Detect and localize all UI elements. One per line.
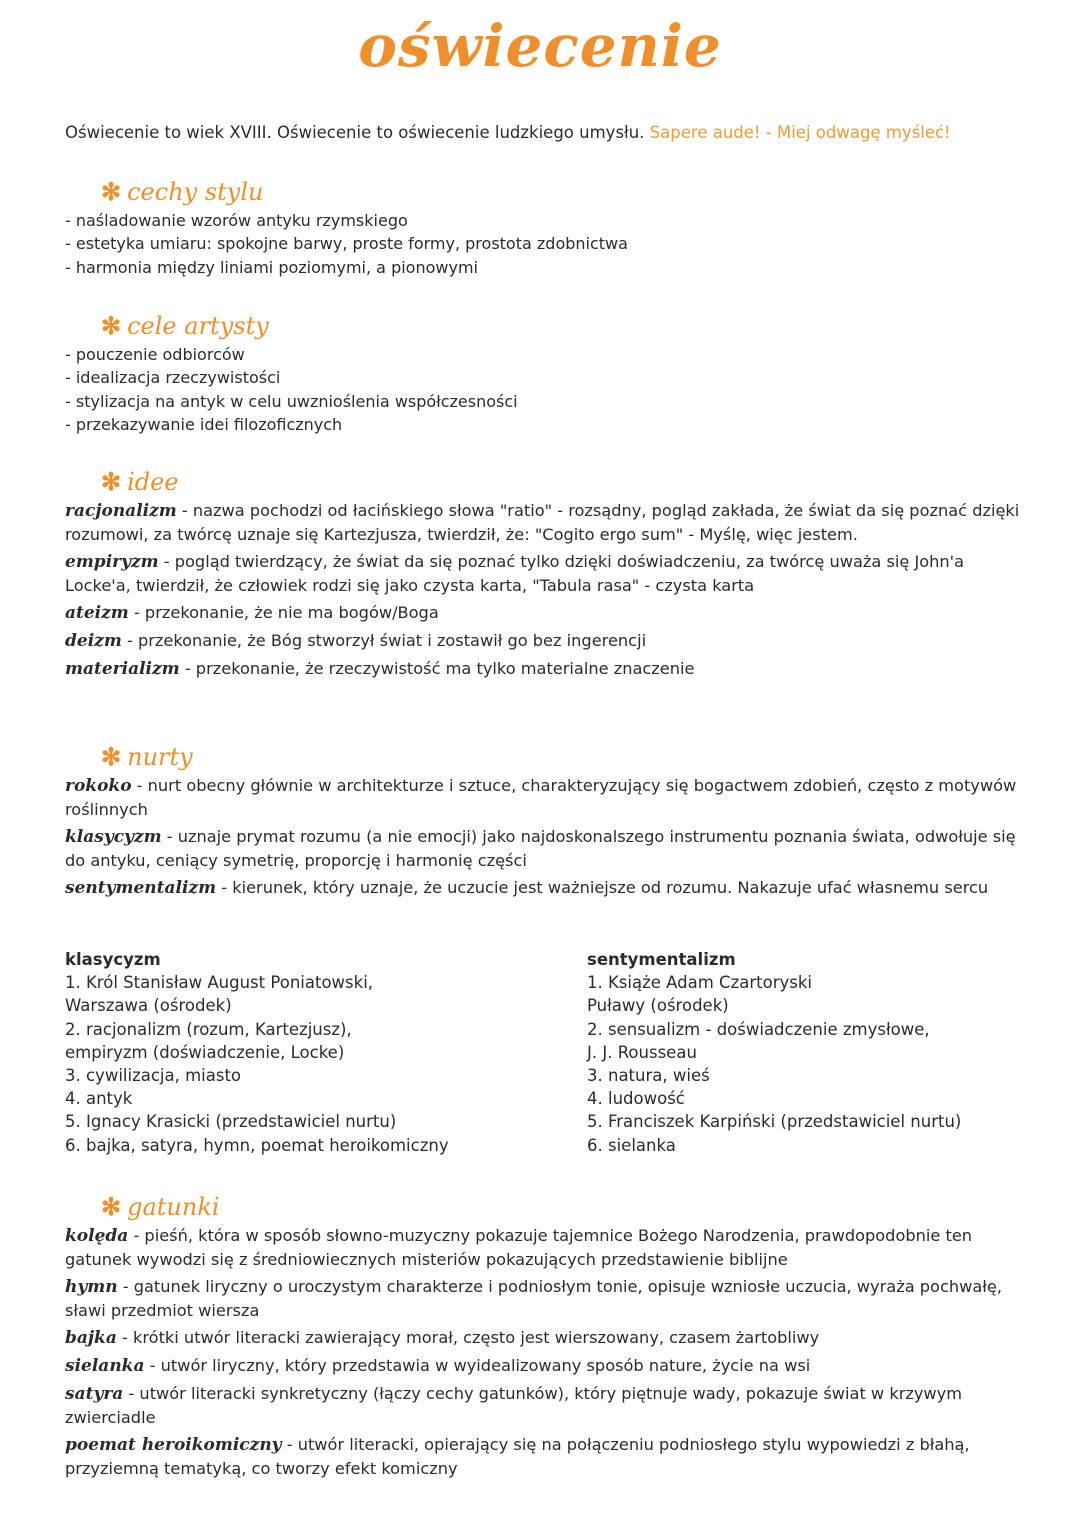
definition-term: rokoko [65, 776, 132, 796]
column-line: Puławy (ośrodek) [587, 996, 729, 1016]
definition [65, 1326, 1020, 1350]
section-gatunki [65, 1190, 1020, 1484]
column-line: 3. natura, wieś [587, 1066, 710, 1086]
section-heading-label: idee [127, 468, 179, 496]
list-item: - naśladowanie wzorów antyku rzymskiego [65, 209, 1020, 232]
definition-text: - uznaje prymat rozumu (a nie emocji) jako najdoskonalszego instrumentu poznania świata, odwołuje się do antyku, ceniący symetrię, proporcję i harmonię części [65, 827, 1016, 871]
definition-term: ateizm [65, 603, 129, 624]
definition [65, 876, 1020, 900]
section-cechy-stylu [65, 175, 1020, 279]
intro-text: Oświecenie to wiek XVIII. Oświecenie to oświecenie ludzkiego umysłu. [65, 123, 645, 142]
section-heading [101, 175, 1020, 209]
definition [65, 1354, 1020, 1378]
definition-term: hymn [65, 1277, 118, 1298]
definition-text: - krótki utwór literacki zawierający morał, często jest wierszowany, czasem żartobliwy [116, 1328, 820, 1348]
definition-text: - utwór liryczny, który przedstawia w wyidealizowany sposób nature, życie na wsi [144, 1355, 811, 1375]
definition-text: - nurt obecny głównie w architekturze i sztuce, charakteryzujący się bogactwem zdobień, często z motywów roślinnych [65, 776, 1017, 820]
section-heading-label: gatunki [127, 1193, 220, 1221]
definition-text: - przekonanie, że Bóg stworzył świat i zostawił go bez ingerencji [121, 630, 647, 650]
section-heading-label: cele artysty [127, 312, 269, 340]
definition-term: klasycyzm [65, 827, 162, 848]
list-item: - przekazywanie idei filozoficznych [65, 413, 1020, 436]
list-item: - pouczenie odbiorców [65, 343, 1020, 366]
definition-text: - utwór literacki, opierający się na połączeniu podniosłego stylu wypowiedzi z błahą, przyziemną tematyką, co tworzy efekt komiczny [65, 1434, 970, 1479]
definition-term: racjonalizm [65, 501, 177, 521]
list-item: - estetyka umiaru: spokojne barwy, proste formy, prostota zdobnictwa [65, 232, 1020, 255]
asterisk-icon: ✻ [101, 742, 122, 771]
definition [65, 1382, 1020, 1430]
definition [65, 1275, 1020, 1323]
section-heading [101, 1190, 1020, 1224]
definition-term: satyra [65, 1383, 124, 1404]
definition-text: - gatunek liryczny o uroczystym charakterze i podniosłym tonie, opisuje wzniosłe uczucia, wyraża pochwałę, sławi przedmiot wiersza [65, 1277, 1002, 1321]
intro-motto: Sapere aude! - Miej odwagę myśleć! [649, 123, 951, 142]
column-line: 2. sensualizm - doświadczenie zmysłowe, [587, 1019, 930, 1039]
definition-term: kolęda [65, 1226, 129, 1246]
section-heading-label: cechy stylu [127, 178, 264, 206]
section-heading [101, 465, 1020, 499]
compare-column-klasycyzm [65, 948, 449, 1157]
list-item: - idealizacja rzeczywistości [65, 366, 1020, 389]
page-title: oświecenie [358, 12, 722, 80]
column-line: 3. cywilizacja, miasto [65, 1066, 242, 1086]
definition-term: empiryzm [65, 552, 159, 573]
column-title: klasycyzm [65, 950, 161, 969]
column-line: empiryzm (doświadczenie, Locke) [65, 1042, 345, 1062]
asterisk-icon: ✻ [101, 177, 122, 206]
definition [65, 774, 1020, 822]
asterisk-icon: ✻ [101, 311, 122, 340]
intro-line [65, 123, 951, 142]
column-line: 6. sielanka [587, 1135, 676, 1155]
section-cele-artysty [65, 309, 1020, 436]
definition-text: - przekonanie, że nie ma bogów/Boga [128, 603, 439, 623]
section-idee [65, 465, 1020, 685]
definition-term: sentymentalizm [65, 878, 217, 899]
column-line: Warszawa (ośrodek) [65, 996, 232, 1016]
column-line: J. J. Rousseau [587, 1042, 697, 1062]
definition-term: poemat heroikomiczny [65, 1434, 282, 1455]
definition-text: - przekonanie, że rzeczywistość ma tylko materialne znaczenie [179, 658, 695, 678]
section-nurty [65, 740, 1020, 904]
definition-term: materializm [65, 658, 180, 679]
definition-term: sielanka [65, 1355, 145, 1376]
definition [65, 499, 1020, 547]
definition [65, 825, 1020, 873]
column-line: 6. bajka, satyra, hymn, poemat heroikomiczny [65, 1135, 449, 1155]
column-title: sentymentalizm [587, 950, 736, 969]
column-line: 1. Król Stanisław August Poniatowski, [65, 973, 374, 993]
column-line: 4. ludowość [587, 1089, 685, 1109]
definition-text: - kierunek, który uznaje, że uczucie jest ważniejsze od rozumu. Nakazuje ufać własnemu sercu [216, 878, 989, 898]
section-heading [101, 309, 1020, 343]
section-heading-label: nurty [127, 743, 193, 771]
definition [65, 550, 1020, 598]
bullet-list [65, 209, 1020, 279]
column-line: 2. racjonalizm (rozum, Kartezjusz), [65, 1019, 352, 1039]
section-heading [101, 740, 1020, 774]
definition-text: - pieśń, która w sposób słowno-muzyczny pokazuje tajemnice Bożego Narodzenia, prawdopodobnie ten gatunek wywodzi się z średniowiecznych misteriów pokazujących przedstawienie biblijne [65, 1226, 973, 1270]
definition [65, 1433, 1020, 1481]
definition [65, 601, 1020, 625]
list-item: - harmonia między liniami poziomymi, a pionowymi [65, 256, 1020, 279]
column-line: 5. Ignacy Krasicki (przedstawiciel nurtu) [65, 1112, 397, 1132]
asterisk-icon: ✻ [101, 1192, 122, 1221]
definition-text: - nazwa pochodzi od łacińskiego słowa "ratio" - rozsądny, pogląd zakłada, że świat da się poznać dzięki rozumowi, za twórcę uznaje się Kartezjusza, twierdził, że: "Cogito ergo sum" - Myślę, więc jestem. [65, 501, 1020, 545]
asterisk-icon: ✻ [101, 467, 122, 496]
definition-term: bajka [65, 1328, 117, 1349]
column-line: 4. antyk [65, 1089, 133, 1109]
bullet-list [65, 343, 1020, 436]
definition-term: deizm [65, 630, 122, 651]
column-line: 1. Książe Adam Czartoryski [587, 973, 812, 993]
definition [65, 1224, 1020, 1272]
compare-column-sentymentalizm [587, 948, 961, 1157]
list-item: - stylizacja na antyk w celu uwznioślenia współczesności [65, 390, 1020, 413]
definition [65, 657, 1020, 681]
definition-text: - utwór literacki synkretyczny (łączy cechy gatunków), który piętnuje wady, pokazuje świat w krzywym zwierciadle [65, 1383, 963, 1428]
column-line: 5. Franciszek Karpiński (przedstawiciel nurtu) [587, 1112, 962, 1132]
definition-text: - pogląd twierdzący, że świat da się poznać tylko dzięki doświadczeniu, za twórcę uważa się John'a Locke'a, twierdził, że człowiek rodzi się jako czysta karta, "Tabula rasa" - czysta karta [65, 552, 965, 596]
definition [65, 629, 1020, 653]
